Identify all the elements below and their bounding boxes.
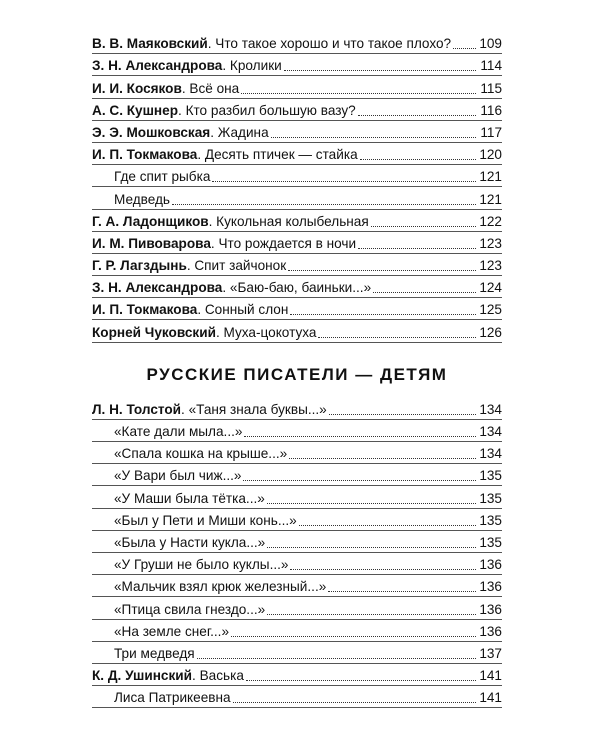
toc-entry [92,320,502,342]
toc-entry-page-number: 125 [479,302,502,318]
toc-entry [92,398,502,420]
toc-entry [92,686,502,708]
toc-entry [92,509,502,531]
toc-entry-author: З. Н. Александрова [92,58,223,74]
dot-leader [373,292,476,293]
toc-entry-page-number: 123 [479,235,502,251]
toc-entry-page-number: 115 [480,80,502,96]
toc-entry [92,531,502,553]
toc-entry-page-number: 122 [479,213,502,229]
toc-entry-title: «Был у Пети и Миши конь...» [114,512,297,528]
toc-entry [92,210,502,232]
toc-entry [92,143,502,165]
dot-leader [172,204,476,205]
section-heading: РУССКИЕ ПИСАТЕЛИ — ДЕТЯМ [146,364,448,384]
toc-entry-author: В. В. Маяковский [92,36,208,52]
dot-leader [289,458,476,459]
toc-entry-author: Корней Чуковский [92,324,216,340]
toc-entry-author: Г. Р. Лагздынь [92,258,187,274]
toc-entry-title: «На земле снег...» [114,623,230,639]
toc-entry [92,32,502,54]
toc-entry-title: . Десять птичек — стайка [197,147,358,163]
toc-entry-author: Г. А. Ладонщиков [92,213,209,229]
toc-section-1 [92,32,502,343]
dot-leader [371,226,476,227]
dot-leader [233,702,476,703]
toc-entry-page-number: 135 [479,468,502,484]
toc-entry-page-number: 114 [480,58,502,74]
dot-leader [328,591,476,592]
toc-entry-page-number: 136 [479,557,502,573]
dot-leader [318,337,476,338]
toc-entry-title: «Спала кошка на крыше...» [114,446,288,462]
toc-entry-page-number: 136 [479,579,502,595]
toc-entry [92,76,502,98]
toc-entry [92,553,502,575]
toc-entry-page-number: 124 [479,280,502,296]
toc-entry-author: Э. Э. Мошковская [92,124,211,140]
dot-leader [246,680,476,681]
toc-entry-title: . Что рождается в ночи [210,235,357,251]
toc-entry-title: Где спит рыбка [114,169,211,185]
toc-entry-author: И. П. Токмакова [92,147,198,163]
dot-leader [241,93,476,94]
dot-leader [358,115,476,116]
dot-leader [244,436,476,437]
dot-leader [288,270,476,271]
toc-entry-author: З. Н. Александрова [92,280,223,296]
toc-entry-page-number: 137 [479,645,502,661]
toc-entry-title: «У Груши не было куклы...» [114,557,289,573]
dot-leader [267,614,476,615]
toc-entry [92,276,502,298]
toc-entry-title: . Кто разбил большую вазу? [178,102,356,118]
toc-entry [92,54,502,76]
dot-leader [453,48,476,49]
dot-leader [290,569,476,570]
toc-entry [92,642,502,664]
toc-entry-title: «Птица свила гнездо...» [114,601,266,617]
toc-entry [92,486,502,508]
toc-entry-title: . Жадина [210,124,269,140]
toc-entry [92,664,502,686]
toc-entry-title: Медведь [114,191,171,207]
toc-entry [92,165,502,187]
toc-entry [92,187,502,209]
toc-entry-page-number: 123 [479,258,502,274]
toc-entry [92,442,502,464]
toc-entry-page-number: 121 [479,169,502,185]
dot-leader [358,248,476,249]
toc-entry-page-number: 141 [479,668,502,684]
toc-entry-title: «У Вари был чиж...» [114,468,242,484]
toc-entry-title: «Мальчик взял крюк железный...» [114,579,327,595]
toc-entry-title: . Спит зайчонок [186,258,287,274]
toc-entry-title: . Кролики [222,58,282,74]
toc-entry-page-number: 135 [479,512,502,528]
toc-entry-author: К. Д. Ушинский [92,668,193,684]
toc-entry-page-number: 121 [479,191,502,207]
toc-entry-author: А. С. Кушнер [92,102,179,118]
toc-entry [92,99,502,121]
dot-leader [243,480,476,481]
dot-leader [267,503,476,504]
toc-entry-author: И. П. Токмакова [92,302,198,318]
toc-entry [92,620,502,642]
toc-entry [92,298,502,320]
toc-entry [92,597,502,619]
toc-entry-title: . «Таня знала буквы...» [181,401,327,417]
toc-entry-page-number: 136 [479,623,502,639]
toc-entry [92,121,502,143]
toc-entry-author: И. И. Косяков [92,80,182,96]
dot-leader [299,525,476,526]
toc-entry-page-number: 135 [479,534,502,550]
dot-leader [290,314,476,315]
toc-entry-page-number: 134 [479,446,502,462]
toc-entry-title: «Кате дали мыла...» [114,424,243,439]
toc-entry [92,420,502,442]
toc-entry-page-number: 120 [479,147,502,163]
dot-leader [212,181,476,182]
toc-entry-page-number: 109 [479,36,502,52]
toc-entry-title: . Муха-цокотуха [215,324,317,340]
dot-leader [197,658,476,659]
toc-entry [92,464,502,486]
dot-leader [360,159,476,160]
toc-entry-page-number: 126 [479,324,502,340]
toc-entry [92,575,502,597]
toc-entry-page-number: 116 [480,102,502,118]
toc-entry-page-number: 134 [479,401,502,417]
toc-entry-title: Лиса Патрикеевна [114,690,231,706]
toc-entry-title: «У Маши была тётка...» [114,490,265,506]
toc-entry-page-number: 135 [479,490,502,506]
toc-entry-author: И. М. Пивоварова [92,235,211,251]
toc-entry-title: . Васька [192,668,244,684]
toc-entry-title: . «Баю-баю, баиньки...» [222,280,372,296]
toc-entry-title: . Кукольная колыбельная [208,213,369,229]
toc-entry-title: . Сонный слон [197,302,289,318]
toc-entry [92,232,502,254]
toc-entry-page-number: 141 [479,690,502,706]
dot-leader [284,70,476,71]
dot-leader [267,547,476,548]
toc-entry-title: Три медведя [114,645,195,661]
toc-entry-page-number: 134 [479,424,502,439]
dot-leader [231,636,476,637]
toc-entry-page-number: 136 [479,601,502,617]
dot-leader [329,414,476,415]
toc-entry-title: . Что такое хорошо и что такое плохо? [207,36,452,52]
toc-entry [92,254,502,276]
table-of-contents [92,32,502,708]
toc-entry-title: «Была у Насти кукла...» [114,534,266,550]
dot-leader [271,137,476,138]
toc-entry-page-number: 117 [480,124,502,140]
toc-section-2 [92,398,502,709]
toc-entry-title: . Всё она [181,80,240,96]
toc-entry-author: Л. Н. Толстой [92,401,182,417]
